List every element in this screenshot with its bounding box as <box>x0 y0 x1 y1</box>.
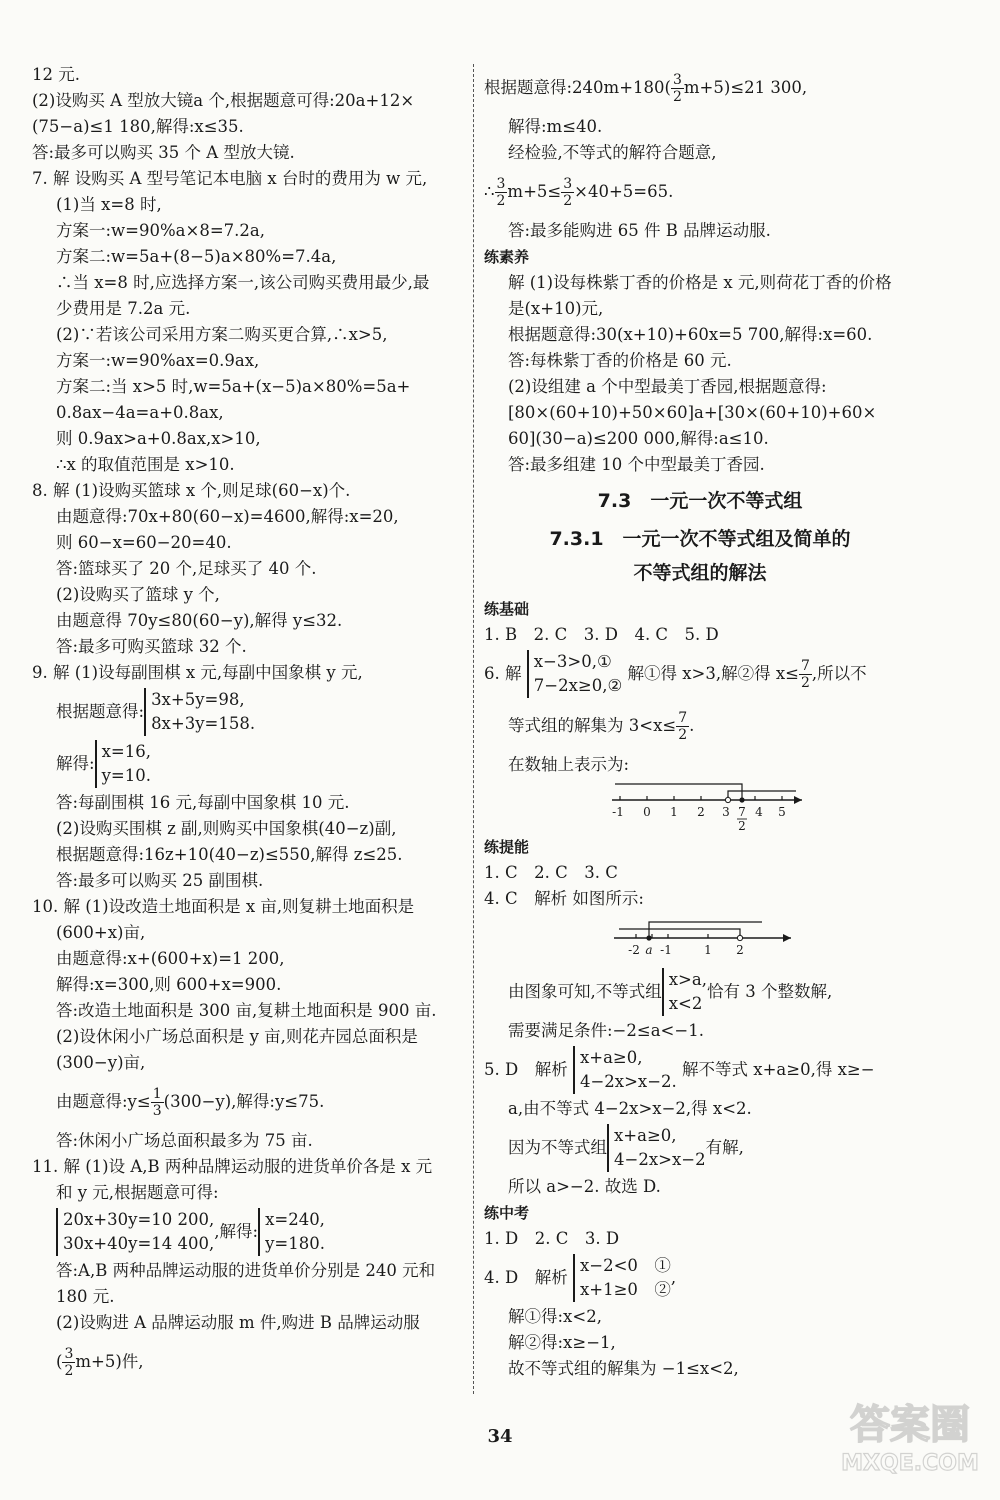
text-line: a,由不等式 4−2x>x−2,得 x<2. <box>508 1099 752 1118</box>
text-line: 需要满足条件:−2≤a<−1. <box>508 1021 704 1040</box>
text-line: ∴x 的取值范围是 x>10. <box>56 455 235 474</box>
section-heading: 7.3 一元一次不等式组 <box>597 490 803 512</box>
text-line: 解得:m≤40. <box>508 117 603 136</box>
problem-6-line <box>484 648 916 700</box>
text-line: 答:每副围棋 16 元,每副中国象棋 10 元. <box>56 793 350 812</box>
equation-system <box>258 1208 325 1256</box>
tick-label: 2 <box>697 805 705 819</box>
text-line: (2)设休闲小广场总面积是 y 亩,则花卉园总面积是 <box>56 1027 418 1046</box>
equation: 30x+40y=14 400, <box>63 1234 215 1253</box>
section-label-lian-zhong-kao: 练中考 <box>484 1204 530 1222</box>
text-span: 等式组的解集为 3<x≤ <box>508 716 677 735</box>
text-line: 答:最多组建 10 个中型最美丁香园. <box>508 455 765 474</box>
problem-4-line <box>484 1252 916 1304</box>
text-span: 因为不等式组 <box>508 1138 607 1157</box>
text-line: 答:A,B 两种品牌运动服的进货单价分别是 240 元和 <box>56 1261 436 1280</box>
text-span: 根据题意得:240m+180 <box>484 78 665 97</box>
text-span: ×40+5=65. <box>574 182 674 201</box>
text-span: 由题意得:y≤ <box>56 1092 151 1111</box>
equation: 7−2x≥0,② <box>533 676 623 695</box>
section-label-lian-ji-chu: 练基础 <box>484 600 530 618</box>
fraction-line <box>484 700 916 752</box>
text-span: 由图象可知,不等式组 <box>508 982 662 1001</box>
text-line: 方案二:w=5a+(8−5)a×80%=7.4a, <box>56 247 337 266</box>
text-line: 少费用是 7.2a 元. <box>56 299 191 318</box>
text-line: (2)设购买围棋 z 副,则购买中国象棋(40−z)副, <box>56 819 397 838</box>
answer-line: 4. C 解析 如图所示: <box>484 889 644 908</box>
text-line: 解①得:x<2, <box>508 1307 602 1326</box>
problem-9-heading: 9. 解 (1)设每副围棋 x 元,每副中国象棋 y 元, <box>32 663 363 682</box>
text-line: (2)设购买了篮球 y 个, <box>56 585 220 604</box>
watermark-url: MXQE.COM <box>841 1451 979 1476</box>
equation: 4−2x>x−2. <box>579 1072 677 1091</box>
equation-system-line <box>32 1206 464 1258</box>
fraction-line <box>32 1076 464 1128</box>
text-line: (600+x)亩, <box>56 923 146 942</box>
numerator: 7 <box>678 709 688 726</box>
tick-label: 5 <box>778 805 786 819</box>
text-span: ,所以不 <box>811 664 867 683</box>
fraction-numerator: 7 <box>738 805 746 819</box>
text-span: m+5≤ <box>507 182 562 201</box>
text-line: 答:改造土地面积是 300 亩,复耕土地面积是 900 亩. <box>56 1001 437 1020</box>
page-number: 34 <box>487 1426 513 1447</box>
equation-system <box>573 1046 677 1094</box>
text-line: 答:每株紫丁香的价格是 60 元. <box>508 351 732 370</box>
text-span: 6. 解 <box>484 664 522 683</box>
text-line: (75−a)≤1 180,解得:x≤35. <box>32 117 244 136</box>
text-span: 解①得 x>3,解②得 x≤ <box>627 664 799 683</box>
text-span: . <box>689 716 695 735</box>
text-span: 解得: <box>56 754 95 773</box>
equation: x<2 <box>668 994 703 1013</box>
text-line: 根据题意得:16z+10(40−z)≤550,解得 z≤25. <box>56 845 403 864</box>
text-line: 所以 a>−2. 故选 D. <box>508 1177 661 1196</box>
tick-label: -2 <box>628 943 640 957</box>
numerator: 7 <box>801 657 810 674</box>
text-line: 方案一:w=90%a×8=7.2a, <box>56 221 265 240</box>
text-span: , <box>670 1268 677 1287</box>
fraction <box>799 658 812 691</box>
text-line: (2)设组建 a 个中型最美丁香园,根据题意得: <box>508 377 827 396</box>
text-line: 经检验,不等式的解符合题意, <box>508 143 717 162</box>
text-span: m+5 <box>683 78 724 97</box>
subsection-heading-line2: 不等式组的解法 <box>633 562 767 584</box>
answer-line: 1. C 2. C 3. C <box>484 863 618 882</box>
equation: 3x+5y=98, <box>151 690 245 709</box>
denominator: 2 <box>563 192 573 209</box>
equation: x+a≥0, <box>614 1126 677 1145</box>
text-line: 由题意得:70x+80(60−x)=4600,解得:x=20, <box>56 507 399 526</box>
fraction <box>62 1346 75 1379</box>
tick-label: a <box>645 943 653 957</box>
number-line-figure-1 <box>484 778 916 832</box>
text-line: ∴当 x=8 时,应选择方案一,该公司购买费用最少,最 <box>56 273 430 292</box>
equation-system-line <box>32 686 464 738</box>
problem-11-heading: 11. 解 (1)设 A,B 两种品牌运动服的进货单价各是 x 元 <box>32 1157 433 1176</box>
equation-system <box>56 1208 214 1256</box>
inequality-system-line <box>484 1122 916 1174</box>
paren: ) <box>115 1352 122 1371</box>
text-line: 答:最多可以购买 25 副围棋. <box>56 871 264 890</box>
number-line-figure-2 <box>484 912 916 966</box>
text-span: 4. D 解析 <box>484 1268 568 1287</box>
paren: ( <box>664 78 671 97</box>
numerator: 3 <box>496 175 506 192</box>
problem-8-heading: 8. 解 (1)设购买篮球 x 个,则足球(60−x)个. <box>32 481 351 500</box>
equation: x=16, <box>101 742 151 761</box>
column-divider <box>473 64 474 1394</box>
text-line: 在数轴上表示为: <box>508 755 630 774</box>
text-span: m+5 <box>75 1352 116 1371</box>
equation: x+1≥0 ② <box>579 1280 671 1299</box>
equation-system <box>573 1254 671 1302</box>
tick-label: 1 <box>670 805 678 819</box>
equation: x=240, <box>265 1210 325 1229</box>
tick-label: 4 <box>755 805 763 819</box>
equation: 20x+30y=10 200, <box>63 1210 215 1229</box>
text-span: 解不等式 x+a≥0,得 x≥− <box>682 1060 875 1079</box>
watermark-logo <box>830 1390 990 1480</box>
text-line: 由题意得 70y≤80(60−y),解得 y≤32. <box>56 611 343 630</box>
text-span: 根据题意得: <box>56 702 145 721</box>
fraction-line <box>484 62 916 114</box>
text-line: 根据题意得:30(x+10)+60x=5 700,解得:x=60. <box>508 325 873 344</box>
denominator: 2 <box>496 192 506 209</box>
numerator: 3 <box>64 1345 74 1362</box>
fraction-line <box>32 1336 464 1388</box>
tick-label: -1 <box>612 805 624 819</box>
text-line: [80×(60+10)+50×60]a+[30×(60+10)+60× <box>508 403 877 422</box>
problem-10-heading: 10. 解 (1)设改造土地面积是 x 亩,则复耕土地面积是 <box>32 897 415 916</box>
text-line: 则 60−x=60−20=40. <box>56 533 232 552</box>
text-line: 答:休闲小广场总面积最多为 75 亩. <box>56 1131 313 1150</box>
text-span: ∴ <box>484 182 495 201</box>
denominator: 2 <box>801 674 810 691</box>
equation: 4−2x>x−2 <box>614 1150 706 1169</box>
section-label-lian-ti-neng: 练提能 <box>484 838 530 856</box>
equation: x−2<0 ① <box>579 1256 671 1275</box>
numerator: 3 <box>672 71 682 88</box>
text-line: 是(x+10)元, <box>508 299 604 318</box>
text-line: (2)∵若该公司采用方案二购买更合算,∴x>5, <box>56 325 388 344</box>
text-line: 答:最多能购进 65 件 B 品牌运动服. <box>508 221 771 240</box>
denominator: 2 <box>672 88 682 105</box>
equation: x>a, <box>668 970 707 989</box>
paren: ) <box>723 78 731 97</box>
number-line-2 <box>484 912 916 966</box>
numerator: 3 <box>563 175 573 192</box>
text-line: 180 元. <box>56 1287 115 1306</box>
text-line: 方案二:当 x>5 时,w=5a+(x−5)a×80%=5a+ <box>56 377 411 396</box>
fraction <box>561 176 574 209</box>
text-line: 由题意得:x+(600+x)=1 200, <box>56 949 285 968</box>
fraction <box>151 1086 164 1119</box>
text-line: 和 y 元,根据题意可得: <box>56 1183 219 1202</box>
tick-label: 1 <box>704 943 712 957</box>
equation-system <box>662 968 707 1016</box>
text-line: 60](30−a)≤200 000,解得:a≤10. <box>508 429 769 448</box>
equation-system <box>527 650 623 698</box>
equation: x−3>0,① <box>533 652 612 671</box>
denominator: 2 <box>64 1362 74 1379</box>
inequality-system-line <box>484 966 916 1018</box>
denominator: 2 <box>678 726 688 743</box>
fraction <box>495 176 508 209</box>
tick-label: 2 <box>736 943 744 957</box>
text-line: 解②得:x≥−1, <box>508 1333 616 1352</box>
text-line: 解得:x=300,则 600+x=900. <box>56 975 282 994</box>
tick-label: 0 <box>643 805 651 819</box>
text-span: 恰有 3 个整数解, <box>706 982 833 1001</box>
number-line-1 <box>484 778 916 832</box>
problem-7-heading: 7. 解 设购买 A 型号笔记本电脑 x 台时的费用为 w 元, <box>32 169 428 188</box>
watermark-text: 答案圈 <box>850 1402 970 1448</box>
answer-line: 1. B 2. C 3. D 4. C 5. D <box>484 625 719 644</box>
denominator: 3 <box>152 1102 162 1119</box>
text-line: 答:篮球买了 20 个,足球买了 40 个. <box>56 559 317 578</box>
text-line: 答:最多可购买篮球 32 个. <box>56 637 247 656</box>
text-line: 故不等式组的解集为 −1≤x<2, <box>508 1359 739 1378</box>
fraction <box>671 72 684 105</box>
equation: y=10. <box>101 766 151 785</box>
text-line: 解 (1)设每株紫丁香的价格是 x 元,则荷花丁香的价格 <box>508 273 892 292</box>
fraction-denominator: 2 <box>738 819 746 833</box>
section-label-lian-su-yang: 练素养 <box>484 248 530 266</box>
tick-label: 3 <box>722 805 730 819</box>
left-column <box>32 62 464 1388</box>
text-span: 有解, <box>705 1138 744 1157</box>
right-column <box>484 62 916 1382</box>
problem-5-line <box>484 1044 916 1096</box>
tick-label: -1 <box>660 943 672 957</box>
text-line: (2)设购进 A 品牌运动服 m 件,购进 B 品牌运动服 <box>56 1313 420 1332</box>
text-span: 5. D 解析 <box>484 1060 568 1079</box>
text-line: 答:最多可以购买 35 个 A 型放大镜. <box>32 143 295 162</box>
text-line: 则 0.9ax>a+0.8ax,x>10, <box>56 429 261 448</box>
text-line: 12 元. <box>32 65 80 84</box>
text-line: 方案一:w=90%ax=0.9ax, <box>56 351 260 370</box>
text-line: 0.8ax−4a=a+0.8ax, <box>56 403 224 422</box>
fraction <box>676 710 689 743</box>
text-line: (300−y)亩, <box>56 1053 146 1072</box>
subsection-heading: 7.3.1 一元一次不等式组及简单的 <box>549 528 851 550</box>
numerator: 1 <box>152 1085 162 1102</box>
equation-system-line <box>32 738 464 790</box>
text-span: ,解得: <box>214 1222 259 1241</box>
paren: ( <box>56 1352 63 1371</box>
fraction-line <box>484 166 916 218</box>
equation: x+a≥0, <box>579 1048 643 1067</box>
equation-system <box>144 688 255 736</box>
equation: y=180. <box>265 1234 325 1253</box>
text-line: (1)当 x=8 时, <box>56 195 162 214</box>
answer-line: 1. D 2. C 3. D <box>484 1229 620 1248</box>
text-line: (2)设购买 A 型放大镜a 个,根据题意可得:20a+12× <box>32 91 415 110</box>
text-span: 件, <box>121 1352 144 1371</box>
text-span: ≤21 300, <box>730 78 808 97</box>
equation-system <box>95 740 151 788</box>
text-span: (300−y),解得:y≤75. <box>163 1092 325 1111</box>
equation-system <box>607 1124 706 1172</box>
equation: 8x+3y=158. <box>151 714 256 733</box>
